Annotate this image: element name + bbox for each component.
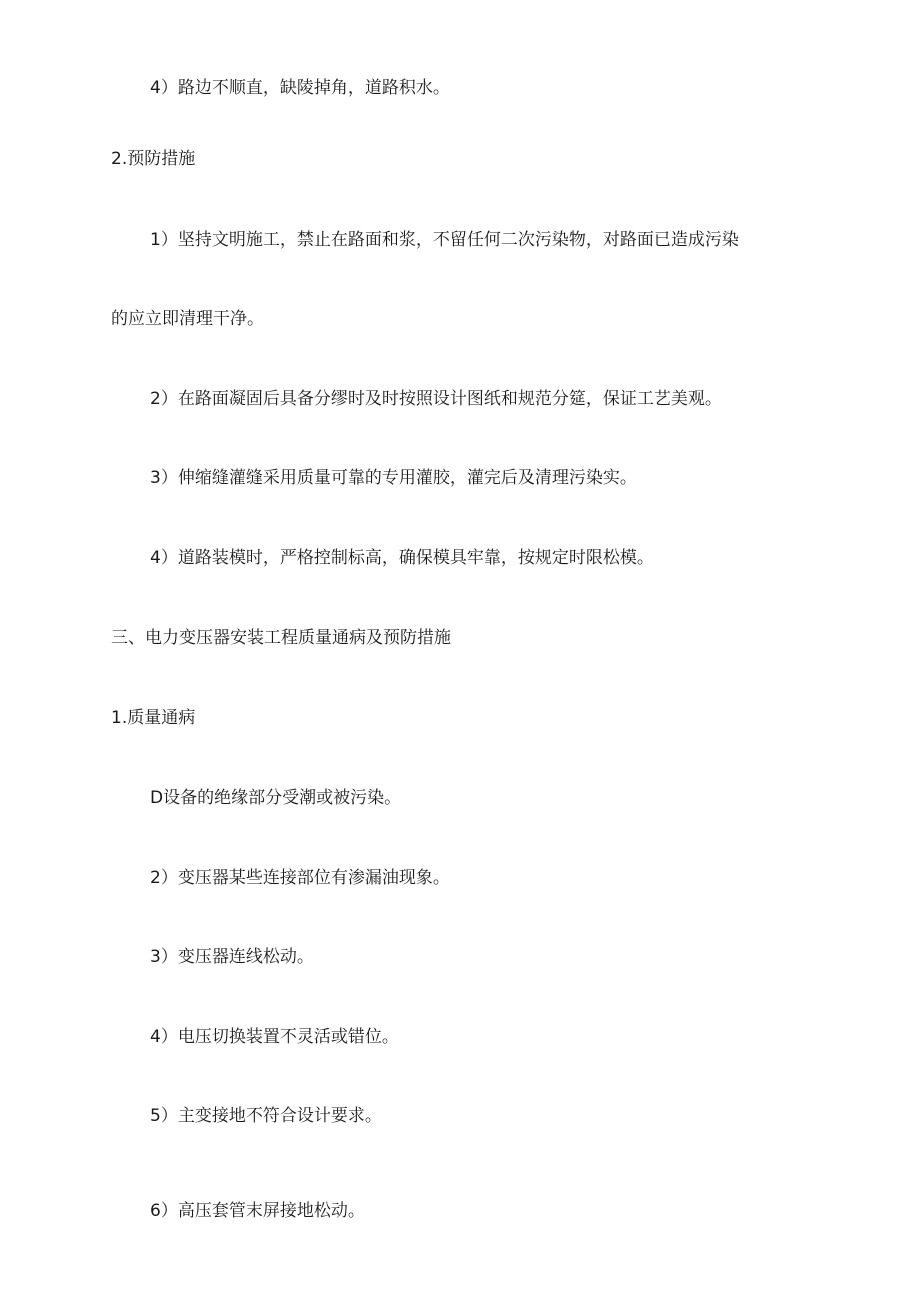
list-item-oil-leak: 2）变压器某些连接部位有渗漏油现象。 <box>150 868 450 888</box>
list-item-grounding: 5）主变接地不符合设计要求。 <box>150 1106 382 1126</box>
list-item-continuation: 的应立即清理干净。 <box>111 309 264 329</box>
list-item-road-edge: 4）路边不顺直，缺陵掉角，道路积水。 <box>150 78 450 98</box>
section-heading-prevention: 2.预防措施 <box>111 149 196 169</box>
section-heading-quality-defects: 1.质量通病 <box>111 708 196 728</box>
list-item-bushing: 6）高压套管末屏接地松动。 <box>150 1201 365 1221</box>
chapter-heading-transformer: 三、电力变压器安装工程质量通病及预防措施 <box>111 628 451 648</box>
list-item-civilized-construction: 1）坚持文明施工，禁止在路面和浆，不留任何二次污染物，对路面已造成污染 <box>150 230 739 250</box>
list-item-insulation: D设备的绝缘部分受潮或被污染。 <box>150 788 402 808</box>
list-item-joint-cutting: 2）在路面凝固后具备分缪时及时按照设计图纸和规范分筵，保证工艺美观。 <box>150 389 722 409</box>
list-item-tap-changer: 4）电压切换装置不灵活或错位。 <box>150 1027 399 1047</box>
list-item-joint-filling: 3）伸缩缝灌缝采用质量可靠的专用灌胶，灌完后及清理污染实。 <box>150 468 637 488</box>
list-item-formwork: 4）道路装模时，严格控制标高，确保模具牢靠，按规定时限松模。 <box>150 548 654 568</box>
list-item-loose-wiring: 3）变压器连线松动。 <box>150 947 314 967</box>
